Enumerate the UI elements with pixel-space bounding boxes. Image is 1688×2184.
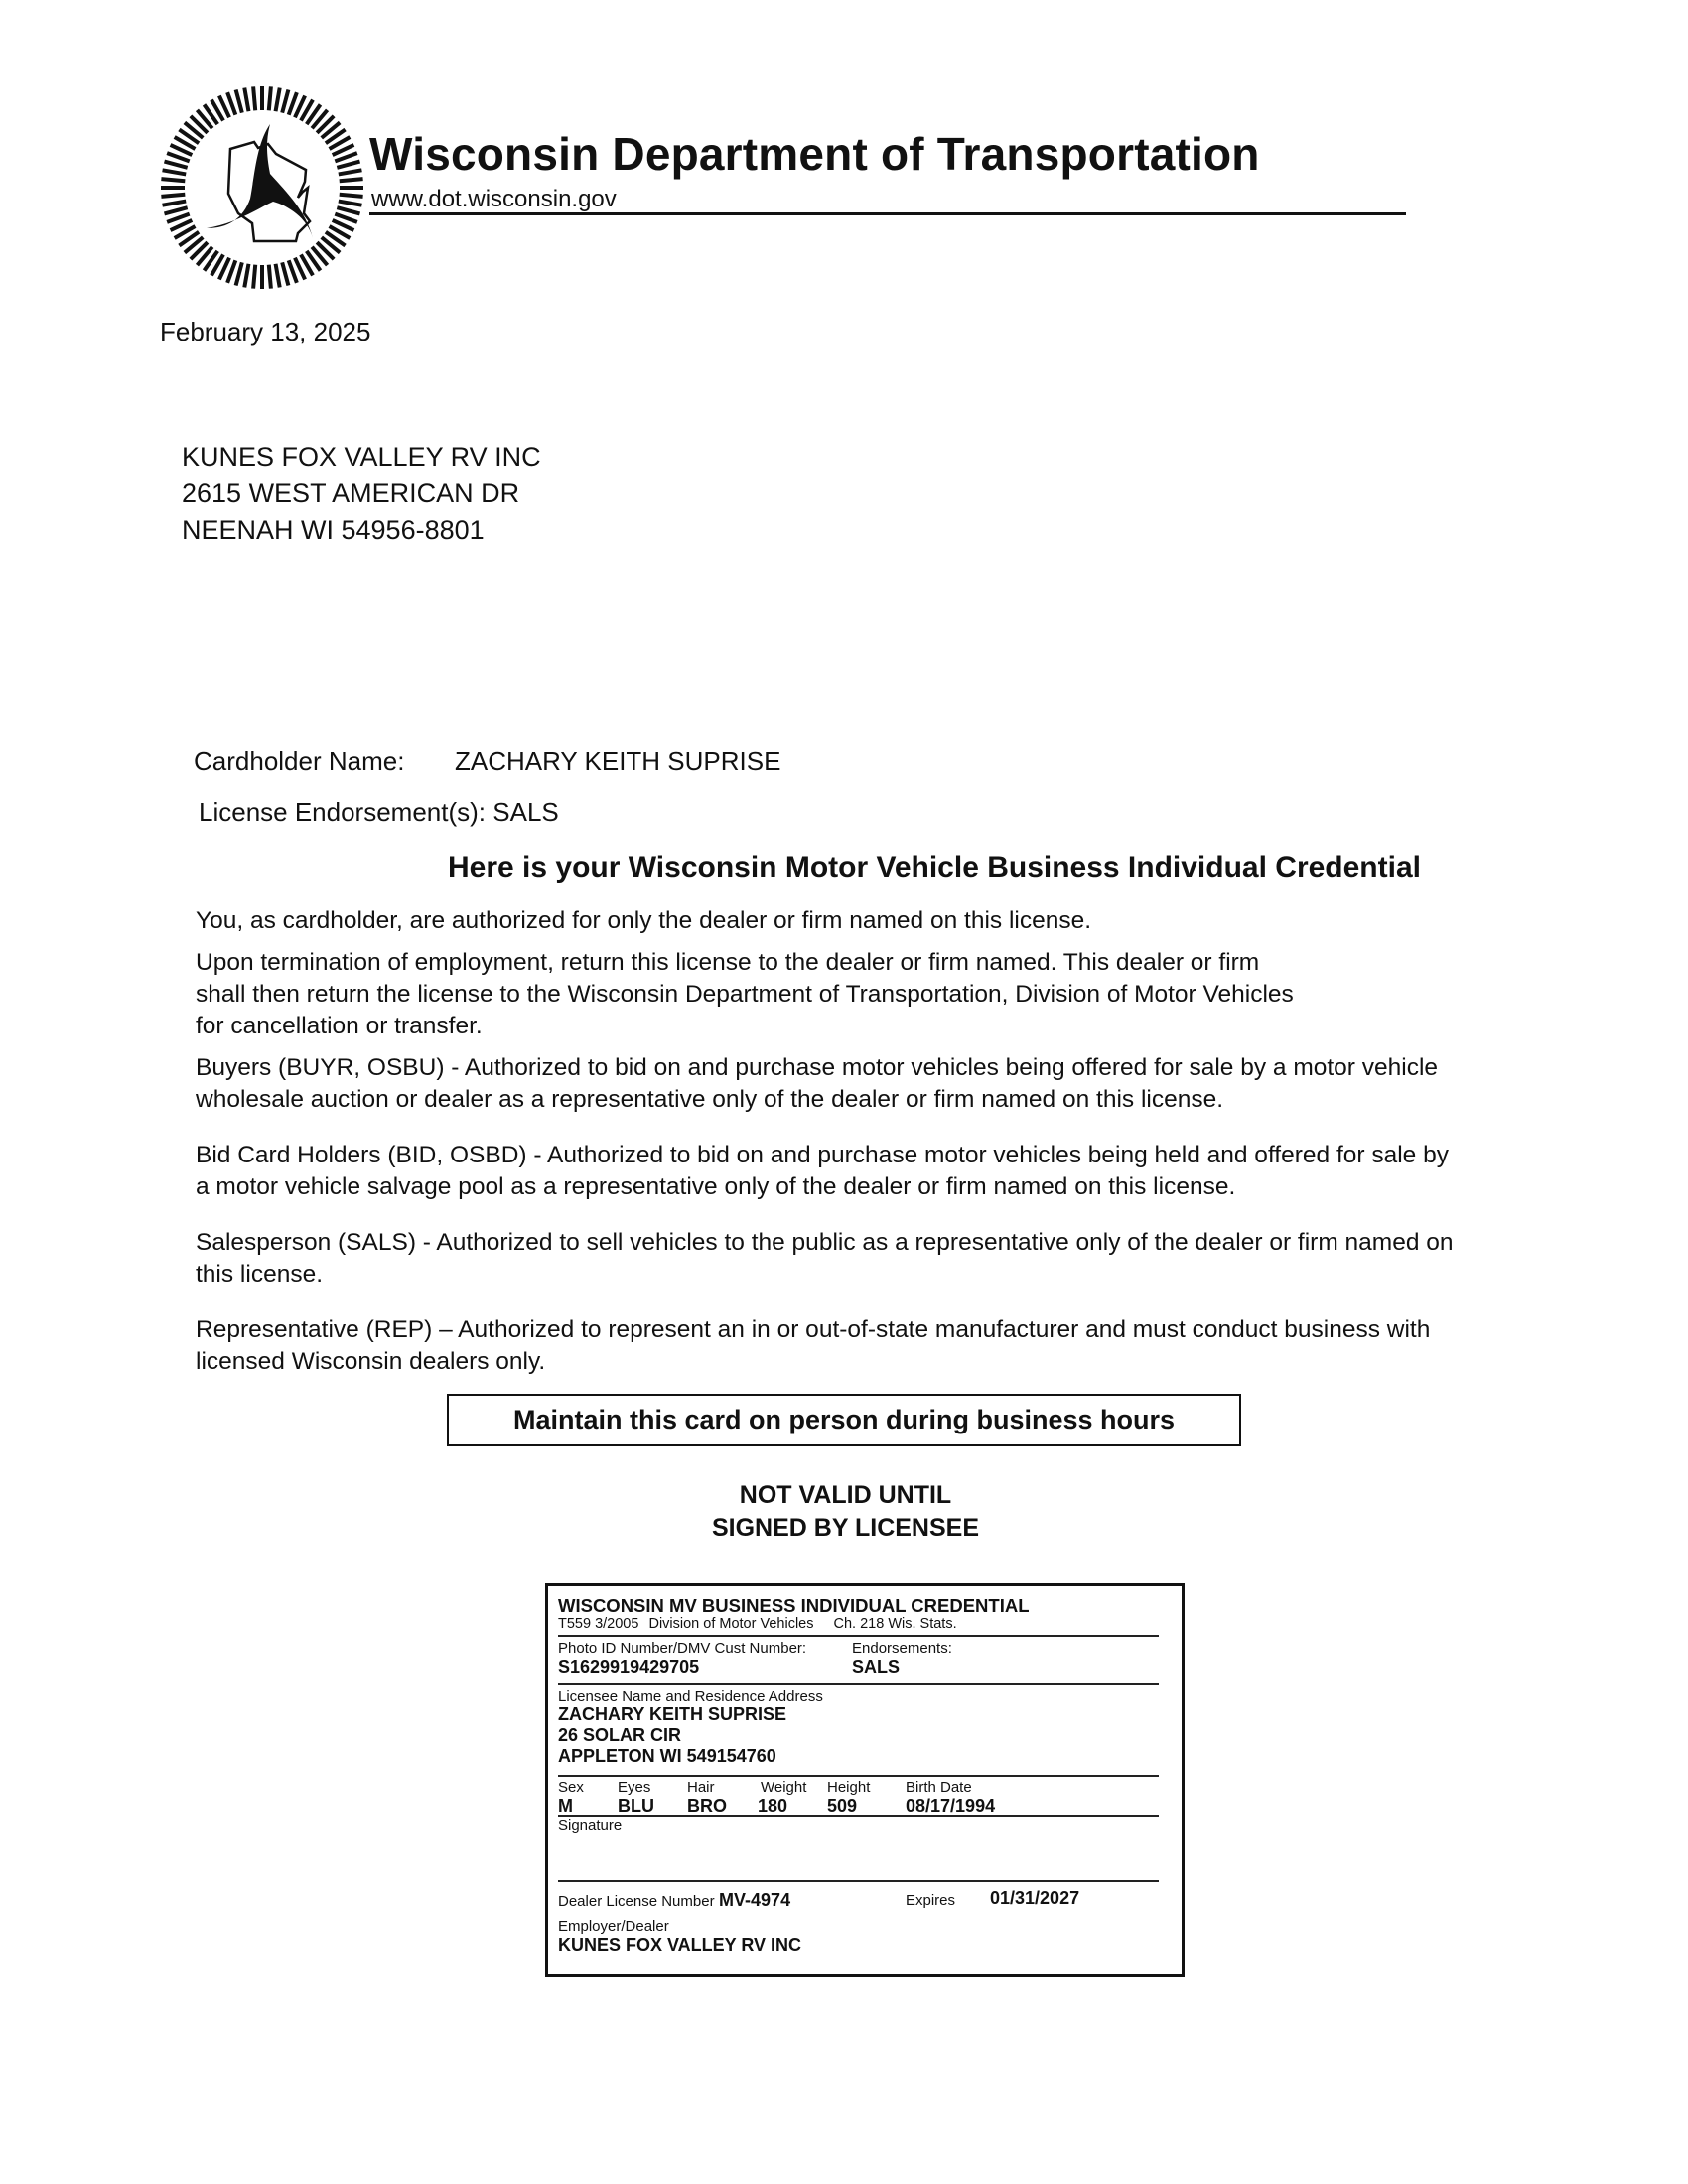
recipient-address	[182, 439, 541, 549]
not-valid-line: SIGNED BY LICENSEE	[711, 1514, 980, 1542]
representative-line: licensed Wisconsin dealers only.	[196, 1348, 546, 1375]
organization-website-link[interactable]: www.dot.wisconsin.gov	[371, 186, 617, 212]
logo-ray	[339, 170, 362, 174]
endorsement-label: License Endorsement(s):	[199, 797, 487, 827]
logo-ray	[163, 170, 187, 174]
card-statute: Ch. 218 Wis. Stats.	[833, 1616, 957, 1632]
salesperson-line: Salesperson (SALS) - Authorized to sell vehicles to the public as a representative only of the dealer or firm named on	[196, 1229, 1454, 1256]
height-label: Height	[827, 1779, 871, 1796]
expires-value: 01/31/2027	[990, 1888, 1080, 1908]
termination-line: shall then return the license to the Wisconsin Department of Transportation, Division of Motor Vehicles	[196, 981, 1294, 1008]
logo-ray	[161, 195, 185, 197]
dealer-license-row	[558, 1882, 1159, 1916]
birth-date-value: 08/17/1994	[906, 1796, 996, 1816]
logo-ray	[276, 264, 280, 288]
logo-ray	[337, 207, 359, 213]
wisdot-logo-icon	[159, 84, 365, 291]
card-form-number: T559 3/2005	[558, 1616, 639, 1632]
cardholder-name-label: Cardholder Name:	[194, 747, 405, 776]
logo-ray	[337, 162, 359, 168]
logo-ray	[236, 89, 242, 112]
letter-body	[196, 905, 1566, 1378]
card-endorsements-label: Endorsements:	[852, 1640, 952, 1657]
bid-card-line: a motor vehicle salvage pool as a representative only of the dealer or firm named on this license.	[196, 1173, 1236, 1200]
credential-card	[545, 1583, 1185, 1977]
logo-ray	[276, 88, 280, 112]
representative-line: Representative (REP) – Authorized to represent an in or out-of-state manufacturer and must conduct business with	[196, 1316, 1431, 1343]
logo-ray	[340, 195, 363, 197]
cardholder-name-value: ZACHARY KEITH SUPRISE	[455, 747, 781, 776]
letter-headline	[0, 851, 1688, 885]
logo-ray	[161, 179, 185, 181]
photo-id-value: S1629919429705	[558, 1657, 700, 1677]
letterhead-divider	[369, 212, 1406, 215]
eyes-value: BLU	[618, 1796, 654, 1816]
license-endorsement-line	[199, 797, 559, 828]
physical-description-row	[558, 1777, 1159, 1817]
salesperson-paragraph	[196, 1227, 1566, 1291]
card-subtitle	[558, 1616, 1159, 1633]
logo-ray	[269, 265, 271, 289]
dealer-license-value: MV-4974	[719, 1890, 791, 1910]
logo-ray	[282, 262, 288, 285]
weight-label: Weight	[761, 1779, 807, 1796]
logo-ray	[282, 89, 288, 112]
licensee-label: Licensee Name and Residence Address	[558, 1688, 823, 1705]
salesperson-line: this license.	[196, 1261, 324, 1288]
bid-card-holders-paragraph	[196, 1140, 1566, 1203]
termination-line: Upon termination of employment, return this license to the dealer or firm named. This dealer or firm	[196, 949, 1260, 976]
organization-name: Wisconsin Department of Transportation	[369, 128, 1260, 180]
licensee-name: ZACHARY KEITH SUPRISE	[558, 1705, 787, 1724]
birth-date-label: Birth Date	[906, 1779, 972, 1796]
wisdot-sunburst-logo-icon	[159, 84, 365, 291]
authorization-paragraph: You, as cardholder, are authorized for only the dealer or firm named on this license.	[196, 907, 1092, 934]
signature-field[interactable]	[558, 1817, 1159, 1878]
card-title: WISCONSIN MV BUSINESS INDIVIDUAL CREDENTIAL	[558, 1595, 1030, 1616]
logo-ray	[244, 264, 248, 288]
buyers-line: wholesale auction or dealer as a representative only of the dealer or firm named on this license.	[196, 1086, 1224, 1113]
logo-ray	[244, 88, 248, 112]
logo-ray	[339, 202, 362, 205]
weight-value: 180	[758, 1796, 788, 1816]
notice-box: Maintain this card on person during business hours	[447, 1394, 1241, 1446]
buyers-line: Buyers (BUYR, OSBU) - Authorized to bid on and purchase motor vehicles being offered for sale by a motor vehicle	[196, 1054, 1439, 1081]
letter-date: February 13, 2025	[160, 317, 371, 346]
buyers-paragraph	[196, 1052, 1566, 1116]
signature-label: Signature	[558, 1817, 623, 1834]
cardholder-name-line	[194, 747, 780, 777]
employer-value: KUNES FOX VALLEY RV INC	[558, 1935, 802, 1955]
logo-ray	[164, 162, 187, 168]
logo-ray	[164, 207, 187, 213]
eyes-label: Eyes	[618, 1779, 651, 1796]
height-value: 509	[827, 1796, 858, 1816]
recipient-city-state-zip: NEENAH WI 54956-8801	[182, 515, 485, 545]
not-valid-line: NOT VALID UNTIL	[739, 1481, 952, 1509]
licensee-city: APPLETON WI 549154760	[558, 1746, 776, 1766]
logo-ray	[163, 202, 187, 205]
expires-label: Expires	[906, 1892, 956, 1909]
card-division: Division of Motor Vehicles	[648, 1616, 814, 1632]
hair-label: Hair	[687, 1779, 715, 1796]
card-id-row	[558, 1637, 1159, 1681]
dealer-license-label: Dealer License Number	[558, 1893, 715, 1910]
termination-line: for cancellation or transfer.	[196, 1013, 483, 1039]
hair-value: BRO	[687, 1796, 727, 1816]
representative-paragraph	[196, 1314, 1566, 1378]
logo-ray	[340, 179, 363, 181]
sex-label: Sex	[558, 1779, 584, 1796]
logo-ray	[253, 265, 255, 289]
logo-ray	[253, 86, 255, 110]
not-valid-notice	[0, 1479, 1688, 1545]
headline-text: Here is your Wisconsin Motor Vehicle Business Individual Credential	[448, 851, 1421, 884]
logo-ray	[269, 86, 271, 110]
sex-value: M	[558, 1796, 573, 1816]
card-endorsements-value: SALS	[852, 1657, 901, 1677]
recipient-name: KUNES FOX VALLEY RV INC	[182, 442, 541, 472]
bid-card-line: Bid Card Holders (BID, OSBD) - Authorized to bid on and purchase motor vehicles being held and offered for sale by	[196, 1142, 1449, 1168]
recipient-street: 2615 WEST AMERICAN DR	[182, 478, 520, 508]
licensee-street: 26 SOLAR CIR	[558, 1725, 682, 1745]
logo-ray	[236, 262, 242, 285]
termination-paragraph	[196, 947, 1566, 1042]
licensee-block	[558, 1685, 1159, 1767]
photo-id-label: Photo ID Number/DMV Cust Number:	[558, 1640, 807, 1657]
endorsement-value: SALS	[492, 797, 559, 827]
employer-label: Employer/Dealer	[558, 1918, 669, 1935]
